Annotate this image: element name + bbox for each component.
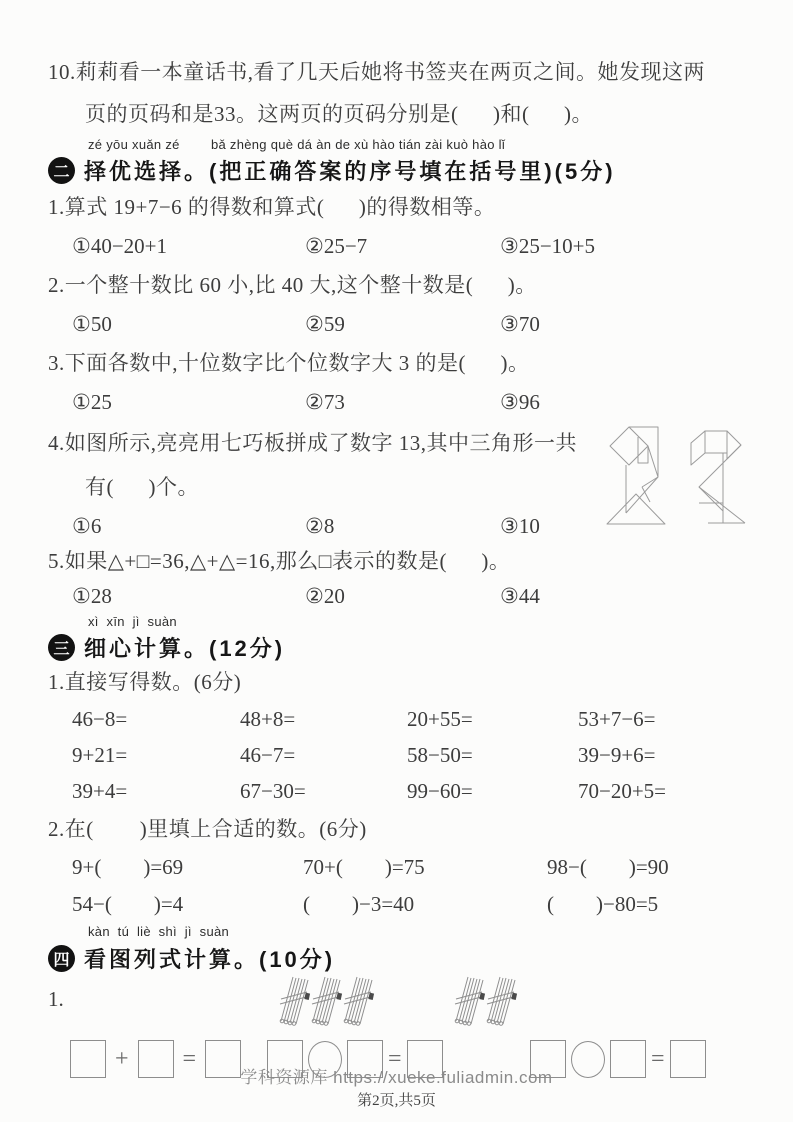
equals-sign: = <box>651 1046 665 1072</box>
option-2: ②8 <box>305 514 335 538</box>
calc-row <box>48 737 765 773</box>
s2-question-4-line2: 有( )个。 <box>85 475 199 499</box>
calc-item: 70−20+5= <box>578 779 667 803</box>
equals-sign: = <box>388 1046 402 1072</box>
s2-question-5: 5.如果△+□=36,△+△=16,那么□表示的数是( )。 <box>48 549 511 573</box>
s3-sub1-title: 1.直接写得数。(6分) <box>48 670 242 694</box>
calc-item: 46−7= <box>240 743 296 767</box>
s2-question-3-options <box>48 383 765 421</box>
calc-item: 58−50= <box>407 743 473 767</box>
s4-item-1-label: 1. <box>48 987 64 1011</box>
s2-question-2-options <box>48 305 765 343</box>
section-four-pinyin: kàn tú liè shì jì suàn <box>88 924 230 939</box>
equals-sign: = <box>182 1046 197 1072</box>
section-two-pinyin: zé yōu xuǎn zé bǎ zhèng què dá àn de xù hào tián zài kuò hào lǐ <box>88 137 506 152</box>
fill-item: 9+( )=69 <box>72 855 184 879</box>
section-three-pinyin: xì xīn jì suàn <box>88 614 177 629</box>
option-3: ③70 <box>500 312 540 336</box>
page-footer <box>0 1066 793 1112</box>
calc-item: 99−60= <box>407 779 473 803</box>
section-four-title: 看图列式计算。(10分) <box>84 946 336 972</box>
tangram-13-figure <box>600 422 765 540</box>
option-3: ③96 <box>500 390 540 414</box>
option-3: ③44 <box>500 584 540 608</box>
question-10-line2: 页的页码和是33。这两页的页码分别是( )和( )。 <box>85 102 593 126</box>
section-two-header <box>48 153 765 187</box>
s2-question-3: 3.下面各数中,十位数字比个位数字大 3 的是( )。 <box>48 351 530 375</box>
calc-item: 67−30= <box>240 779 306 803</box>
option-1: ①6 <box>72 514 102 538</box>
plus-sign: + <box>115 1046 129 1072</box>
calc-item: 9+21= <box>72 743 128 767</box>
option-2: ②20 <box>305 584 345 608</box>
section-three-header <box>48 630 765 664</box>
option-1: ①50 <box>72 312 112 336</box>
s2-question-1-options <box>48 227 765 265</box>
fill-item: 70+( )=75 <box>303 855 425 879</box>
option-3: ③10 <box>500 514 540 538</box>
calc-item: 53+7−6= <box>578 707 656 731</box>
option-2: ②73 <box>305 390 345 414</box>
option-1: ①40−20+1 <box>72 234 168 258</box>
option-2: ②59 <box>305 312 345 336</box>
section-three-title: 细心计算。(12分) <box>84 635 286 661</box>
page-number: 第2页,共5页 <box>357 1093 436 1109</box>
fill-row <box>48 886 765 923</box>
calc-item: 48+8= <box>240 707 296 731</box>
fill-item: 98−( )=90 <box>547 855 669 879</box>
question-10-line1: 10.莉莉看一本童话书,看了几天后她将书签夹在两页之间。她发现这两 <box>48 60 705 84</box>
fill-item: 54−( )=4 <box>72 892 184 916</box>
s2-question-4-line1: 4.如图所示,亮亮用七巧板拼成了数字 13,其中三角形一共 <box>48 431 577 455</box>
fill-item: ( )−80=5 <box>547 892 659 916</box>
s2-question-2: 2.一个整十数比 60 小,比 40 大,这个整十数是( )。 <box>48 273 537 297</box>
calc-item: 46−8= <box>72 707 128 731</box>
section-four-badge-icon: 四 <box>48 945 75 972</box>
calc-item: 20+55= <box>407 707 473 731</box>
calc-row <box>48 773 765 809</box>
fill-item: ( )−3=40 <box>303 892 415 916</box>
stick-bundles-figure <box>275 968 525 1032</box>
s2-question-5-options <box>48 579 765 613</box>
section-two-title: 择优选择。(把正确答案的序号填在括号里)(5分) <box>84 158 616 184</box>
option-1: ①28 <box>72 584 112 608</box>
s2-question-1: 1.算式 19+7−6 的得数和算式( )的得数相等。 <box>48 195 496 219</box>
s4-item-1-figure-row <box>48 984 765 1036</box>
option-1: ①25 <box>72 390 112 414</box>
s3-sub2-title: 2.在( )里填上合适的数。(6分) <box>48 817 367 841</box>
calc-row <box>48 701 765 737</box>
calc-item: 39−9+6= <box>578 743 656 767</box>
section-three-badge-icon: 三 <box>48 634 75 661</box>
section-two-badge-icon: 二 <box>48 157 75 184</box>
calc-item: 39+4= <box>72 779 128 803</box>
option-2: ②25−7 <box>305 234 368 258</box>
option-3: ③25−10+5 <box>500 234 596 258</box>
fill-row <box>48 849 765 886</box>
watermark-site: 学科资源库 https://xueke.fuliadmin.com <box>240 1068 553 1087</box>
